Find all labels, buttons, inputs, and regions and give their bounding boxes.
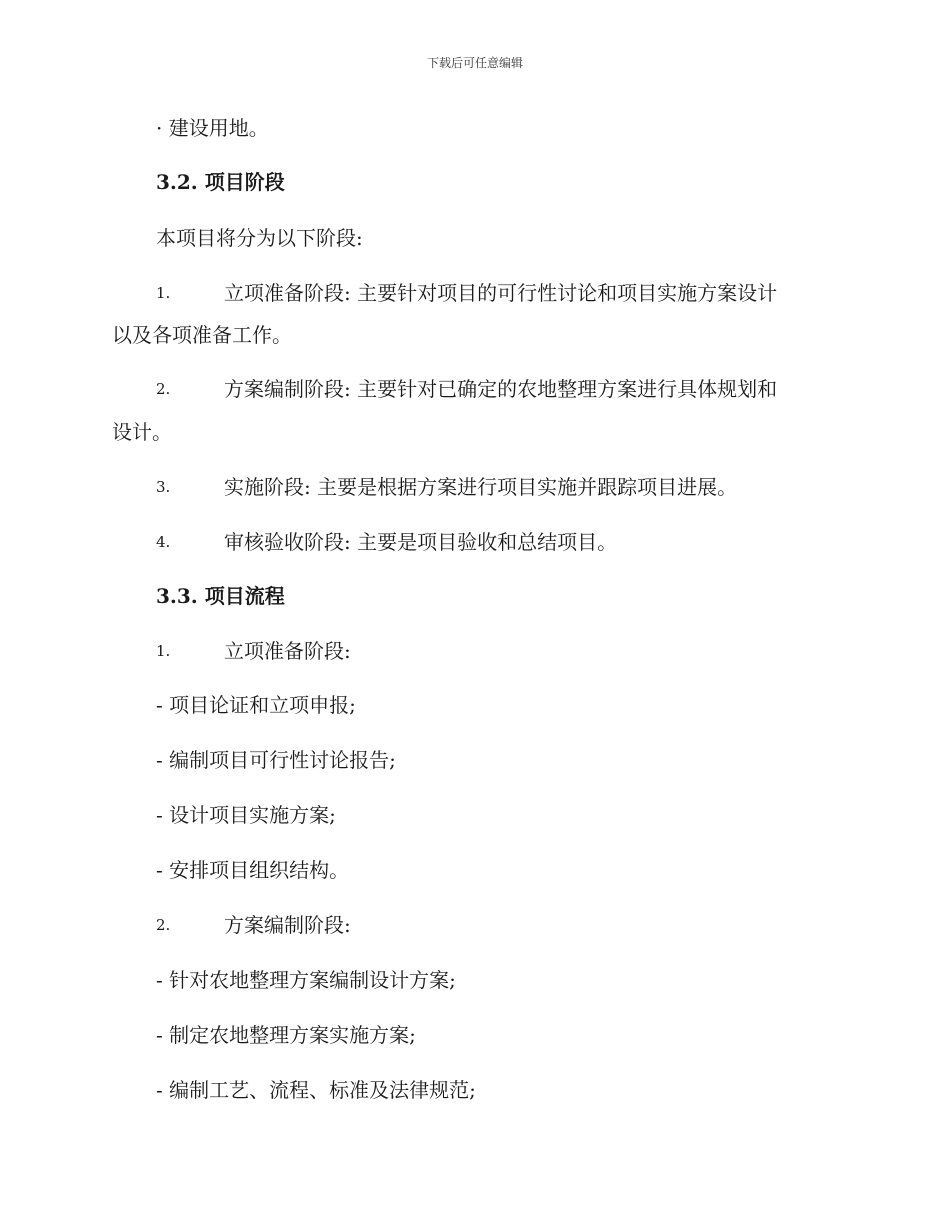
section-heading-3-2: 3.2. 项目阶段	[156, 170, 285, 194]
stage-text-2: 方案编制阶段: 主要针对已确定的农地整理方案进行具体规划和	[224, 377, 778, 401]
stage-number-3: 3.	[156, 478, 171, 496]
section-intro: 本项目将分为以下阶段:	[156, 226, 363, 250]
stage-number-1: 1.	[156, 284, 171, 302]
step-label-1: 立项准备阶段:	[224, 639, 351, 663]
list-item: - 项目论证和立项申报;	[156, 693, 356, 717]
list-item: - 安排项目组织结构。	[156, 858, 350, 882]
list-item: - 编制项目可行性讨论报告;	[156, 748, 396, 772]
stage-text-1: 立项准备阶段: 主要针对项目的可行性讨论和项目实施方案设计	[224, 281, 778, 305]
stage-number-4: 4.	[156, 533, 171, 551]
list-item: - 设计项目实施方案;	[156, 803, 336, 827]
step-number-2: 2.	[156, 916, 171, 934]
stage-text-2-continued: 设计。	[112, 420, 172, 444]
bullet-line: · 建设用地。	[156, 116, 269, 140]
section-heading-3-3: 3.3. 项目流程	[156, 584, 285, 608]
list-item: - 针对农地整理方案编制设计方案;	[156, 968, 456, 992]
stage-text-1-continued: 以及各项准备工作。	[112, 323, 292, 347]
step-label-2: 方案编制阶段:	[224, 913, 351, 937]
stage-text-3: 实施阶段: 主要是根据方案进行项目实施并跟踪项目进展。	[224, 475, 738, 499]
page-header: 下载后可任意编辑	[426, 56, 523, 70]
step-number-1: 1.	[156, 642, 171, 660]
list-item: - 制定农地整理方案实施方案;	[156, 1023, 416, 1047]
list-item: - 编制工艺、流程、标准及法律规范;	[156, 1078, 476, 1102]
stage-number-2: 2.	[156, 380, 171, 398]
stage-text-4: 审核验收阶段: 主要是项目验收和总结项目。	[224, 530, 618, 554]
